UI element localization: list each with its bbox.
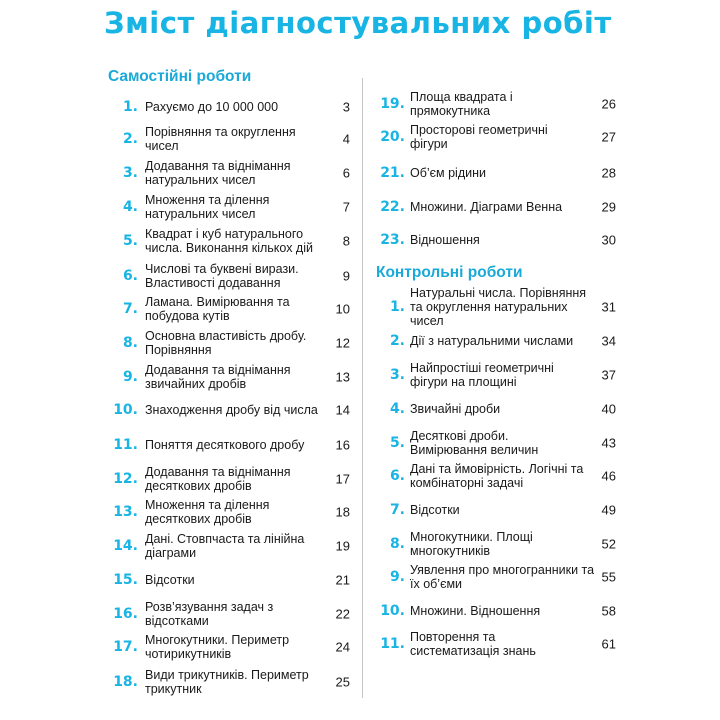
entry-page: 14 <box>335 402 350 418</box>
entry-number: 1. <box>389 299 405 315</box>
entry-title: Відсотки <box>410 503 460 517</box>
entry-number: 7. <box>122 301 138 317</box>
entry-number: 22. <box>380 199 405 215</box>
toc-entry[interactable] <box>376 156 616 190</box>
entry-page: 12 <box>335 335 350 351</box>
entry-title: Об’єм рідини <box>410 166 486 180</box>
entry-page: 4 <box>342 131 350 147</box>
entry-title: Додавання та віднімання натуральних чисел <box>145 159 291 187</box>
toc-entry[interactable] <box>376 87 616 121</box>
toc-entry[interactable] <box>376 324 616 358</box>
entry-title: Множини. Діаграми Венна <box>410 200 563 214</box>
entry-number: 11. <box>380 636 405 652</box>
toc-entry[interactable] <box>376 426 616 460</box>
entry-page: 25 <box>335 674 350 690</box>
entry-title: Повторення та систематизація знань <box>410 630 536 658</box>
entry-title: Уявлення про многогранники та їх об’єми <box>410 563 595 591</box>
entry-page: 46 <box>601 468 616 484</box>
entry-page: 52 <box>601 536 616 552</box>
entry-page: 49 <box>601 502 616 518</box>
entry-number: 1. <box>122 99 138 115</box>
entry-title: Множення та ділення десяткових дробів <box>145 498 270 526</box>
entry-number: 3. <box>389 367 405 383</box>
entry-number: 20. <box>380 129 405 145</box>
entry-page: 9 <box>342 268 350 284</box>
entry-title: Рахуємо до 10 000 000 <box>145 100 279 114</box>
entry-page: 19 <box>335 538 350 554</box>
entry-title: Дані. Стовпчаста та лінійна діаграми <box>145 532 305 560</box>
toc-entry[interactable] <box>108 259 350 293</box>
entry-number: 16. <box>113 606 138 622</box>
page-title: Зміст діагностувальних робіт <box>104 6 612 40</box>
toc-entry[interactable] <box>376 493 616 527</box>
entry-page: 58 <box>601 603 616 619</box>
entry-title: Додавання та віднімання звичайних дробів <box>145 363 291 391</box>
toc-entry[interactable] <box>376 560 616 594</box>
entry-page: 18 <box>335 504 350 520</box>
entry-number: 15. <box>113 572 138 588</box>
entry-number: 12. <box>113 471 138 487</box>
entry-number: 9. <box>389 569 405 585</box>
entry-number: 11. <box>113 437 138 453</box>
entry-page: 55 <box>601 569 616 585</box>
toc-entry[interactable] <box>108 630 350 664</box>
entry-title: Площа квадрата і прямокутника <box>410 90 513 118</box>
toc-entry[interactable] <box>376 223 616 257</box>
entry-page: 37 <box>601 367 616 383</box>
entry-number: 6. <box>389 468 405 484</box>
entry-page: 34 <box>601 333 616 349</box>
entry-number: 10. <box>113 402 138 418</box>
toc-entry[interactable] <box>376 459 616 493</box>
entry-number: 2. <box>122 131 138 147</box>
toc-entry[interactable] <box>376 527 616 561</box>
entry-page: 22 <box>335 606 350 622</box>
entry-page: 28 <box>601 165 616 181</box>
entry-title: Квадрат і куб натурального числа. Виконання кількох дій <box>145 227 313 255</box>
entry-title: Числові та буквені вирази. Властивості додавання <box>145 262 299 290</box>
toc-entry[interactable] <box>108 529 350 563</box>
entry-number: 7. <box>389 502 405 518</box>
toc-entry[interactable] <box>108 326 350 360</box>
entry-title: Натуральні числа. Порівняння та округлення натуральних чисел <box>410 286 587 328</box>
toc-entry[interactable] <box>376 392 616 426</box>
toc-entry[interactable] <box>376 358 616 392</box>
section-heading-independent: Самостійні роботи <box>108 68 252 85</box>
entry-title: Просторові геометричні фігури <box>410 123 548 151</box>
toc-entry[interactable] <box>108 122 350 156</box>
entry-title: Дії з натуральними числами <box>410 334 574 348</box>
toc-entry[interactable] <box>108 90 350 124</box>
toc-entry[interactable] <box>108 292 350 326</box>
entry-number: 5. <box>389 435 405 451</box>
toc-entry[interactable] <box>108 156 350 190</box>
entry-page: 43 <box>601 435 616 451</box>
toc-entry[interactable] <box>108 393 350 427</box>
entry-number: 17. <box>113 639 138 655</box>
toc-entry[interactable] <box>108 428 350 462</box>
entry-page: 27 <box>601 129 616 145</box>
entry-number: 6. <box>122 268 138 284</box>
entry-title: Основна властивість дробу. Порівняння <box>145 329 307 357</box>
entry-title: Множення та ділення натуральних чисел <box>145 193 270 221</box>
entry-number: 14. <box>113 538 138 554</box>
entry-number: 2. <box>389 333 405 349</box>
toc-entry[interactable] <box>376 286 616 328</box>
entry-number: 21. <box>380 165 405 181</box>
entry-page: 30 <box>601 232 616 248</box>
entry-title: Многокутники. Периметр чотирикутників <box>145 633 290 661</box>
toc-entry[interactable] <box>108 190 350 224</box>
entry-number: 8. <box>389 536 405 552</box>
toc-entry[interactable] <box>376 594 616 628</box>
entry-number: 3. <box>122 165 138 181</box>
entry-page: 13 <box>335 369 350 385</box>
entry-page: 21 <box>335 572 350 588</box>
entry-page: 31 <box>601 299 616 315</box>
entry-title: Розв’язування задач з відсотками <box>145 600 274 628</box>
entry-number: 23. <box>380 232 405 248</box>
entry-number: 4. <box>122 199 138 215</box>
column-divider <box>362 78 363 698</box>
entry-title: Многокутники. Площі многокутників <box>410 530 533 558</box>
entry-number: 10. <box>380 603 405 619</box>
entry-title: Звичайні дроби <box>410 402 501 416</box>
toc-entry[interactable] <box>108 462 350 496</box>
entry-number: 5. <box>122 233 138 249</box>
toc-entry[interactable] <box>108 563 350 597</box>
toc-entry[interactable] <box>376 627 616 661</box>
entry-title: Порівняння та округлення чисел <box>145 125 296 153</box>
entry-number: 18. <box>113 674 138 690</box>
toc-entry[interactable] <box>376 190 616 224</box>
entry-page: 3 <box>342 99 350 115</box>
entry-page: 17 <box>335 471 350 487</box>
entry-page: 40 <box>601 401 616 417</box>
entry-title: Найпростіші геометричні фігури на площині <box>410 361 554 389</box>
entry-title: Множини. Відношення <box>410 604 541 618</box>
entry-page: 7 <box>342 199 350 215</box>
entry-page: 61 <box>601 636 616 652</box>
toc-entry[interactable] <box>108 665 350 699</box>
entry-title: Відсотки <box>145 573 195 587</box>
entry-number: 9. <box>122 369 138 385</box>
entry-page: 10 <box>335 301 350 317</box>
entry-page: 16 <box>335 437 350 453</box>
entry-title: Ламана. Вимірювання та побудова кутів <box>145 295 290 323</box>
entry-number: 4. <box>389 401 405 417</box>
toc-entry[interactable] <box>108 597 350 631</box>
toc-entry[interactable] <box>108 360 350 394</box>
entry-page: 29 <box>601 199 616 215</box>
entry-page: 26 <box>601 96 616 112</box>
entry-page: 24 <box>335 639 350 655</box>
toc-entry[interactable] <box>376 120 616 154</box>
entry-page: 8 <box>342 233 350 249</box>
entry-title: Десяткові дроби. Вимірювання величин <box>410 429 539 457</box>
entry-page: 6 <box>342 165 350 181</box>
toc-entry[interactable] <box>108 224 350 258</box>
section-heading-control: Контрольні роботи <box>376 264 523 281</box>
entry-title: Види трикутників. Периметр трикутник <box>145 668 309 696</box>
entry-title: Відношення <box>410 233 480 247</box>
entry-number: 19. <box>380 96 405 112</box>
entry-number: 8. <box>122 335 138 351</box>
entry-title: Поняття десяткового дробу <box>145 438 305 452</box>
entry-title: Знаходження дробу від числа <box>145 403 318 417</box>
entry-number: 13. <box>113 504 138 520</box>
toc-entry[interactable] <box>108 495 350 529</box>
entry-title: Додавання та віднімання десяткових дробів <box>145 465 291 493</box>
entry-title: Дані та ймовірність. Логічні та комбінаторні задачі <box>410 462 584 490</box>
